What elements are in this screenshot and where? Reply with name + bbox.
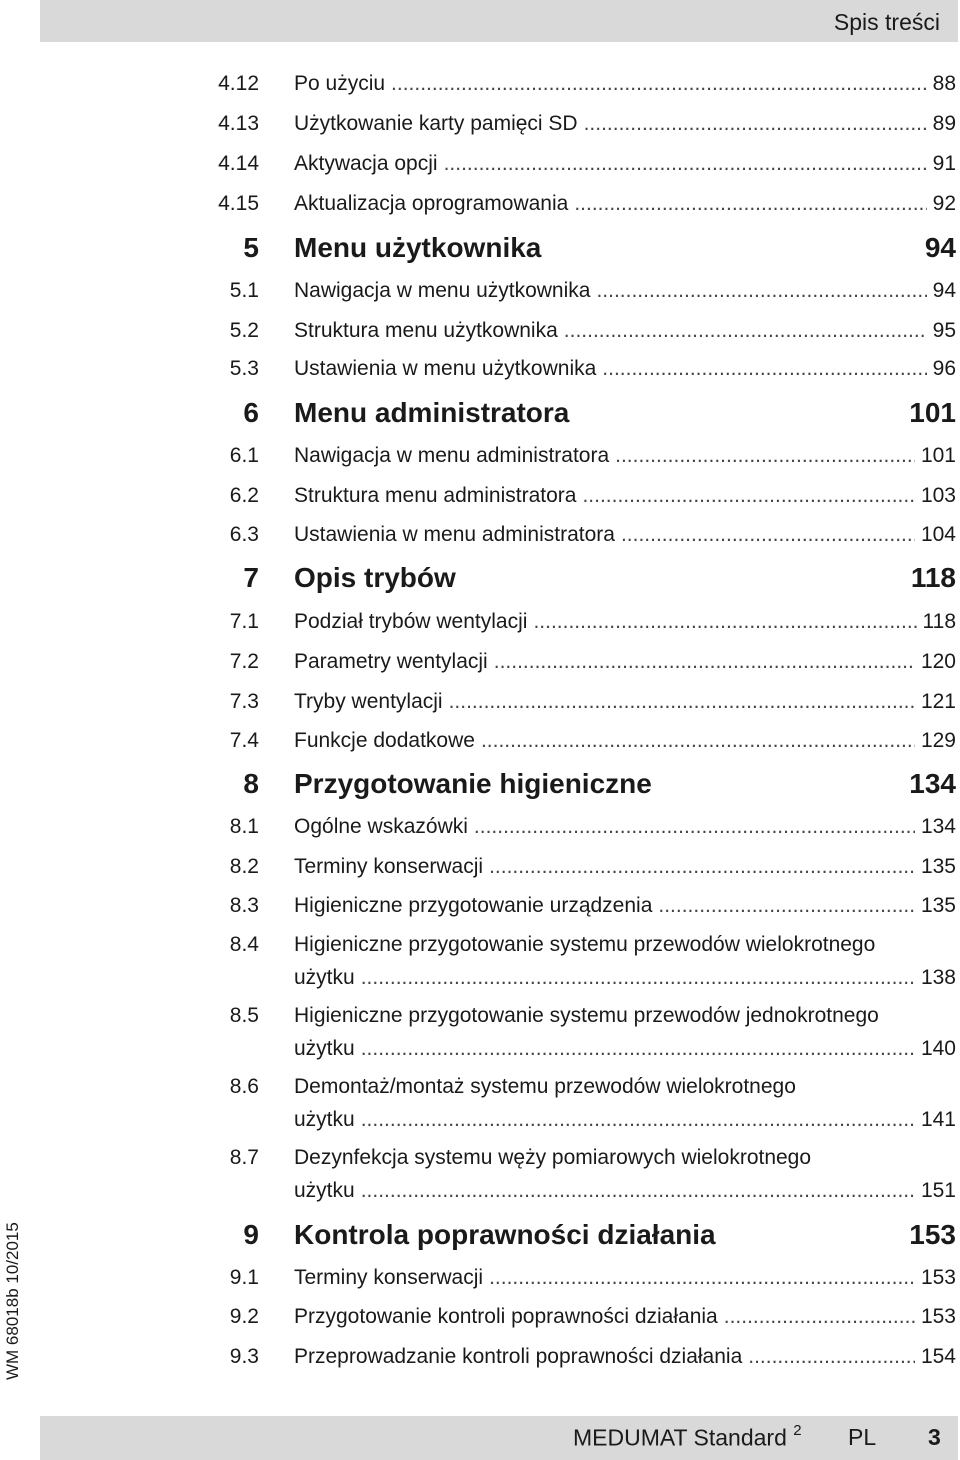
toc-title: Ogólne wskazówki (294, 815, 468, 838)
header-bar (40, 0, 958, 42)
toc-line (294, 1266, 956, 1290)
toc-leader-dots (494, 650, 915, 674)
toc-line (294, 966, 956, 990)
toc-leader-dots (615, 444, 915, 468)
header-title: Spis treści (833, 9, 940, 35)
toc-leader-dots (584, 112, 927, 136)
toc-number: 9 (243, 1219, 259, 1250)
toc-line (294, 690, 956, 714)
toc-title: Ustawienia w menu administratora (294, 523, 615, 546)
toc-line (294, 152, 956, 176)
toc-page-number: 94 (924, 232, 956, 263)
toc-page-number: 95 (932, 319, 956, 342)
toc-line (294, 279, 956, 303)
toc-number: 8.2 (229, 855, 259, 878)
toc-number: 7 (243, 562, 259, 593)
toc-page-number: 153 (920, 1266, 956, 1289)
toc-number: 5.2 (229, 319, 259, 342)
toc-number: 5.1 (229, 279, 259, 302)
toc-page-number: 92 (932, 192, 956, 215)
toc-page-number: 89 (932, 112, 956, 135)
toc-title: Przygotowanie higieniczne (294, 768, 652, 799)
toc-leader-dots (489, 1266, 915, 1290)
toc-leader-dots (533, 610, 916, 634)
toc-leader-dots (582, 484, 914, 508)
footer-product-name: MEDUMAT Standard (573, 1424, 787, 1451)
toc-page-number: 141 (920, 1108, 956, 1131)
toc-leader-dots (621, 523, 915, 547)
toc-title: Terminy konserwacji (294, 1266, 484, 1289)
toc-number: 5 (243, 232, 259, 263)
toc-number: 8.3 (229, 894, 259, 917)
toc-title-line1: Demontaż/montaż systemu przewodów wielokrotnego (294, 1075, 796, 1098)
toc-leader-dots (596, 279, 926, 303)
toc-leader-dots (361, 1179, 915, 1203)
toc-number: 7.1 (229, 610, 259, 633)
toc-number: 8.4 (229, 933, 259, 956)
toc-line (294, 562, 956, 594)
footer-page-number: 3 (928, 1424, 941, 1450)
toc-number: 8.1 (229, 815, 259, 838)
toc-title: Struktura menu administratora (294, 484, 577, 507)
toc-line (294, 319, 956, 343)
toc-number: 6.2 (229, 484, 259, 507)
toc-title: Opis trybów (294, 562, 456, 593)
toc-title: Przeprowadzanie kontroli poprawności działania (294, 1345, 743, 1368)
toc-leader-dots (602, 357, 926, 381)
toc-page-number: 138 (920, 966, 956, 989)
toc-number: 5.3 (229, 357, 259, 380)
toc-line (294, 192, 956, 216)
toc-page-number: 118 (922, 610, 956, 633)
toc-page-number: 101 (909, 397, 956, 428)
toc-title: Menu użytkownika (294, 232, 542, 263)
toc-title-line1: Higieniczne przygotowanie systemu przewodów wielokrotnego (294, 933, 876, 956)
toc-title: Parametry wentylacji (294, 650, 488, 673)
footer-bar (40, 1416, 958, 1460)
toc-page-number: 94 (932, 279, 956, 302)
toc-title: Ustawienia w menu użytkownika (294, 357, 597, 380)
toc-number: 8.7 (229, 1146, 259, 1169)
toc-page-number: 153 (909, 1219, 956, 1250)
toc-page-number: 121 (920, 690, 956, 713)
toc-leader-dots (361, 1037, 915, 1061)
toc-line (294, 484, 956, 508)
toc-title: użytku (294, 1179, 355, 1202)
toc-title: Użytkowanie karty pamięci SD (294, 112, 578, 135)
toc-page-number: 101 (920, 444, 956, 467)
toc-line (294, 815, 956, 839)
toc-line (294, 650, 956, 674)
toc-line (294, 1179, 956, 1203)
toc-title: Struktura menu użytkownika (294, 319, 558, 342)
toc-line (294, 523, 956, 547)
toc-leader-dots (658, 894, 915, 918)
toc-line (294, 397, 956, 429)
toc-line (294, 610, 956, 634)
toc-page-number: 135 (920, 855, 956, 878)
toc-line (294, 112, 956, 136)
toc-leader-dots (564, 319, 927, 343)
document-code: WM 68018b 10/2015 (3, 1222, 22, 1380)
toc-title: Nawigacja w menu użytkownika (294, 279, 591, 302)
toc-number: 9.3 (229, 1345, 259, 1368)
toc-page-number: 129 (920, 729, 956, 752)
toc-number: 7.2 (229, 650, 259, 673)
toc-page-number: 154 (920, 1345, 956, 1368)
toc-title: Tryby wentylacji (294, 690, 443, 713)
toc-number: 9.2 (229, 1305, 259, 1328)
toc-title: Po użyciu (294, 72, 386, 95)
toc-title: Podział trybów wentylacji (294, 610, 528, 633)
toc-line (294, 894, 956, 918)
toc-page-number: 134 (909, 768, 956, 799)
toc-leader-dots (724, 1305, 915, 1329)
toc-leader-dots (449, 690, 915, 714)
toc-title-line1: Higieniczne przygotowanie systemu przewodów jednokrotnego (294, 1004, 879, 1027)
toc-title: Higieniczne przygotowanie urządzenia (294, 894, 653, 917)
toc-page-number: 104 (920, 523, 956, 546)
toc-title: Terminy konserwacji (294, 855, 484, 878)
toc-leader-dots (574, 192, 926, 216)
toc-line (294, 444, 956, 468)
toc-title: Nawigacja w menu administratora (294, 444, 610, 467)
toc-line (294, 1305, 956, 1329)
toc-title-line1: Dezynfekcja systemu węży pomiarowych wielokrotnego (294, 1146, 812, 1169)
toc-number: 4.15 (218, 192, 259, 215)
toc-number: 6 (243, 397, 259, 428)
toc-title: Aktywacja opcji (294, 152, 438, 175)
toc-number: 9.1 (229, 1266, 259, 1289)
toc-line (294, 729, 956, 753)
toc-page-number: 120 (920, 650, 956, 673)
toc-title: Przygotowanie kontroli poprawności działania (294, 1305, 718, 1328)
toc-line (294, 1219, 956, 1251)
toc-leader-dots (748, 1345, 915, 1369)
toc-leader-dots (361, 1108, 915, 1132)
footer-language: PL (848, 1424, 877, 1450)
toc-line (294, 1345, 956, 1369)
toc-leader-dots (474, 815, 915, 839)
toc-page-number: 91 (932, 152, 956, 175)
toc-page-number: 103 (920, 484, 956, 507)
toc-page-number: 118 (910, 562, 956, 593)
toc-leader-dots (481, 729, 915, 753)
toc-page-number: 153 (920, 1305, 956, 1328)
toc-page-number: 88 (932, 72, 956, 95)
toc-page-number: 135 (920, 894, 956, 917)
toc-title: użytku (294, 1108, 355, 1131)
toc-title: Funkcje dodatkowe (294, 729, 475, 752)
toc-number: 6.1 (229, 444, 259, 467)
toc-line (294, 72, 956, 96)
toc-line (294, 1108, 956, 1132)
toc-number: 7.3 (229, 690, 259, 713)
toc-leader-dots (489, 855, 915, 879)
toc-page-number: 140 (920, 1037, 956, 1060)
toc-number: 7.4 (229, 729, 259, 752)
toc-number: 8.5 (229, 1004, 259, 1027)
toc-number: 8 (243, 768, 259, 799)
toc-title: Menu administratora (294, 397, 570, 428)
toc-line (294, 855, 956, 879)
toc-page-number: 134 (920, 815, 956, 838)
toc-number: 6.3 (229, 523, 259, 546)
toc-number: 8.6 (229, 1075, 259, 1098)
toc-line (294, 232, 956, 264)
toc-number: 4.14 (218, 152, 259, 175)
toc-line (294, 768, 956, 800)
toc-page-number: 151 (920, 1179, 956, 1202)
toc-leader-dots (391, 72, 927, 96)
toc-title: Aktualizacja oprogramowania (294, 192, 569, 215)
footer-product-sup: 2 (793, 1422, 802, 1439)
toc-title: Kontrola poprawności działania (294, 1219, 716, 1250)
toc-leader-dots (444, 152, 927, 176)
toc-line (294, 357, 956, 381)
toc-number: 4.12 (218, 72, 259, 95)
toc-line (294, 1037, 956, 1061)
toc-number: 4.13 (218, 112, 259, 135)
footer-product (573, 1424, 802, 1452)
toc-page-number: 96 (932, 357, 956, 380)
toc-title: użytku (294, 966, 355, 989)
toc-title: użytku (294, 1037, 355, 1060)
toc-leader-dots (361, 966, 915, 990)
